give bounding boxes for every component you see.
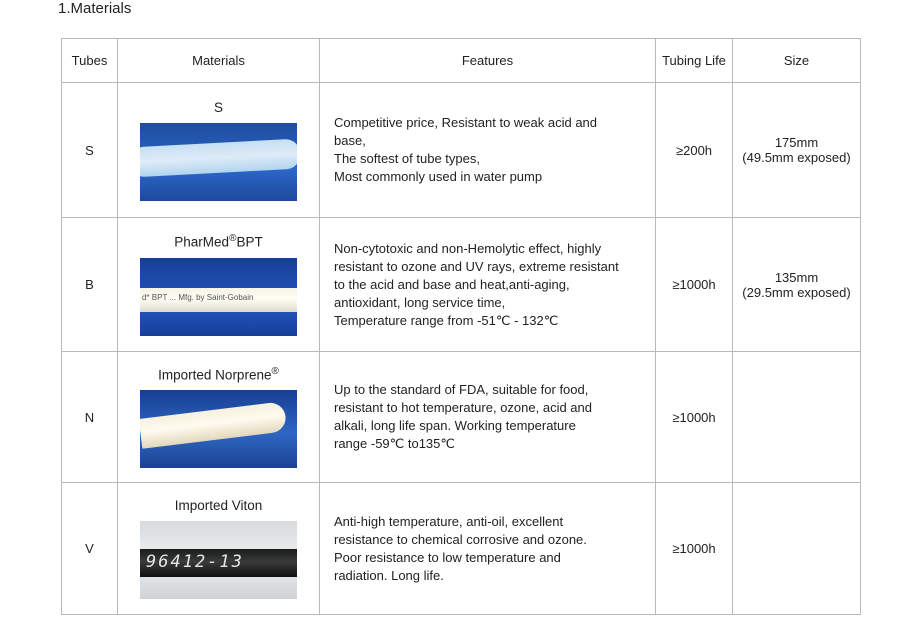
feature-line: Anti-high temperature, anti-oil, excellent [334, 513, 564, 529]
feature-line: Up to the standard of FDA, suitable for food, [334, 382, 589, 397]
features-cell [320, 218, 656, 352]
header-tubing-life: Tubing Life [656, 39, 733, 83]
feature-line: alkali, long life span. Working temperature [334, 418, 576, 433]
feature-line: Non-cytotoxic and non-Hemolytic effect, highly [334, 240, 602, 256]
table-header-row [62, 39, 861, 83]
size-length: 135mm [774, 269, 819, 285]
tube-code: B [62, 218, 118, 352]
size-cell [733, 483, 861, 615]
tube-photo-v [140, 521, 297, 599]
feature-line: antioxidant, long service time, [334, 294, 506, 310]
table-row [62, 83, 861, 218]
material-name: PharMed®BPT [174, 233, 263, 250]
material-name: Imported Norprene® [158, 365, 279, 383]
tubing-life: ≥200h [656, 83, 733, 218]
feature-line: Competitive price, Resistant to weak acid and [334, 115, 598, 130]
feature-line: resistance to chemical corrosive and ozone. [334, 531, 587, 547]
tubing-life: ≥1000h [656, 483, 733, 615]
tube-code: V [62, 483, 118, 615]
feature-line: Most commonly used in water pump [334, 169, 543, 184]
tube-photo-b [140, 258, 297, 336]
section-heading: 1.Materials [58, 0, 132, 17]
material-cell [118, 483, 320, 615]
size-cell [733, 83, 861, 218]
size-cell [733, 218, 861, 352]
material-cell [118, 352, 320, 483]
features-cell [320, 83, 656, 218]
features-cell [320, 483, 656, 615]
feature-line: resistant to hot temperature, ozone, acid and [334, 400, 592, 415]
material-name: Imported Viton [174, 498, 263, 513]
size-cell [733, 352, 861, 483]
header-materials: Materials [118, 39, 320, 83]
feature-line: to the acid and base and heat,anti-aging, [334, 276, 570, 292]
size-exposed: (29.5mm exposed) [742, 284, 851, 300]
size-exposed: (49.5mm exposed) [742, 150, 851, 165]
features-cell [320, 352, 656, 483]
material-cell [118, 218, 320, 352]
table-row [62, 218, 861, 352]
header-features: Features [320, 39, 656, 83]
material-name: S [213, 99, 223, 115]
table-row [62, 352, 861, 483]
header-size: Size [733, 39, 861, 83]
tube-photo-s [140, 123, 297, 201]
tube-code: S [62, 83, 118, 218]
material-cell [118, 83, 320, 218]
feature-line: Poor resistance to low temperature and [334, 549, 561, 565]
tube-photo-n [140, 390, 297, 468]
feature-line: radiation. Long life. [334, 567, 444, 583]
materials-table [61, 38, 861, 615]
tube-print-text: 96412-13 [146, 552, 244, 572]
header-tubes: Tubes [62, 39, 118, 83]
feature-line: The softest of tube types, [334, 151, 480, 166]
feature-line: base, [334, 133, 366, 148]
table-row [62, 483, 861, 615]
size-length: 175mm [774, 135, 819, 150]
feature-line: range -59℃ to135℃ [334, 436, 455, 451]
tube-code: N [62, 352, 118, 483]
feature-line: Temperature range from -51℃ - 132℃ [334, 312, 559, 328]
tubing-life: ≥1000h [656, 218, 733, 352]
tubing-life: ≥1000h [656, 352, 733, 483]
tube-print-text: d* BPT ... Mfg. by Saint-Gobain [142, 292, 254, 302]
feature-line: resistant to ozone and UV rays, extreme resistant [334, 258, 619, 274]
